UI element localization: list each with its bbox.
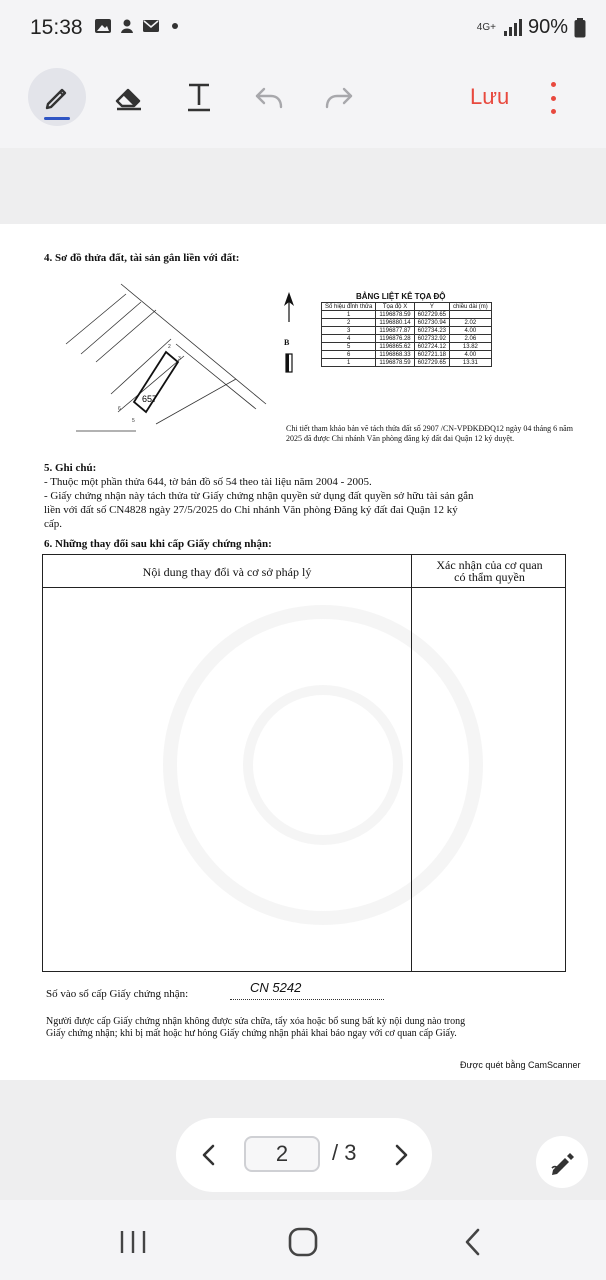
previous-page-button[interactable] <box>194 1140 224 1170</box>
warning-text <box>46 1016 566 1040</box>
section6-title: 6. Những thay đổi sau khi cấp Giấy chứng nhận: <box>44 538 272 550</box>
section4-title: 4. Sơ đồ thửa đất, tài sản gắn liền với đất: <box>44 252 240 264</box>
svg-text:3: 3 <box>178 356 181 362</box>
redo-icon <box>323 83 355 111</box>
coord-header-len: chiều dài (m) <box>450 303 492 311</box>
coord-header-id: Số hiệu đỉnh thửa <box>322 303 376 311</box>
table-row <box>322 359 492 367</box>
mail-icon <box>142 18 160 34</box>
table-divider <box>43 587 565 588</box>
note-line: - Giấy chứng nhận này tách thửa từ Giấy chứng nhận quyền sử dụng đất quyền sở hữu tài sản gắn <box>44 490 474 502</box>
system-navigation-bar <box>0 1200 606 1280</box>
coord-x: 1196878.59 <box>376 359 414 367</box>
page-navigator <box>176 1118 432 1192</box>
recent-apps-icon <box>118 1229 148 1255</box>
network-type: 4G+ <box>476 21 496 33</box>
note-line: - Thuộc một phần thửa 644, tờ bản đồ số 54 theo tài liệu năm 2004 - 2005. <box>44 476 372 488</box>
recent-apps-button[interactable] <box>113 1222 153 1262</box>
active-tool-indicator <box>44 117 70 120</box>
dot-icon <box>166 18 184 34</box>
north-arrow-icon <box>282 292 296 374</box>
cert-number-label: Số vào sổ cấp Giấy chứng nhận: <box>46 988 189 1000</box>
table-row <box>322 327 492 335</box>
page-number-input[interactable]: 2 <box>244 1136 320 1172</box>
signature-icon <box>548 1148 576 1176</box>
back-button[interactable] <box>453 1222 493 1262</box>
coord-header-y: Y <box>414 303 449 311</box>
coord-len: 4.00 <box>450 351 492 359</box>
table-row <box>322 311 492 319</box>
document-page[interactable] <box>0 224 606 1080</box>
svg-text:2: 2 <box>168 344 171 350</box>
signal-icon <box>502 19 522 37</box>
chevron-right-icon <box>386 1140 416 1170</box>
coord-table-title: BẢNG LIỆT KÊ TỌA ĐỘ <box>356 292 446 301</box>
text-icon <box>184 81 214 113</box>
table-row <box>322 319 492 327</box>
table-row <box>322 343 492 351</box>
status-time: 15:38 <box>30 16 83 39</box>
coord-y: 602732.92 <box>414 335 449 343</box>
undo-icon <box>253 83 285 111</box>
status-bar <box>0 0 606 56</box>
app-icon <box>118 18 136 34</box>
scanner-watermark: Được quét bằng CamScanner <box>460 1060 581 1070</box>
status-notification-icons <box>94 18 184 34</box>
gallery-icon <box>94 18 112 34</box>
north-label: B <box>284 338 290 347</box>
coord-y: 602730.94 <box>414 319 449 327</box>
changes-col-header: Nội dung thay đổi và cơ sở pháp lý <box>142 565 312 579</box>
home-icon <box>287 1226 319 1258</box>
back-icon <box>460 1227 486 1257</box>
table-divider <box>411 555 412 971</box>
coord-id: 2 <box>322 319 376 327</box>
coord-y: 602734.23 <box>414 327 449 335</box>
svg-text:5: 5 <box>132 418 135 424</box>
more-dot <box>551 109 556 114</box>
page-total: / 3 <box>332 1140 357 1165</box>
status-right-group <box>477 16 586 39</box>
confirmation-header-line: có thẩm quyền <box>454 570 525 584</box>
changes-table <box>42 554 566 972</box>
cert-number-value: CN 5242 <box>250 980 302 995</box>
note-line: cấp. <box>44 518 63 530</box>
more-dot <box>551 96 556 101</box>
battery-icon <box>574 18 586 38</box>
coord-y: 602729.65 <box>414 311 449 319</box>
pen-tool-button[interactable] <box>28 68 86 126</box>
coord-id: 5 <box>322 343 376 351</box>
sign-document-button[interactable] <box>536 1136 588 1188</box>
chevron-left-icon <box>194 1140 224 1170</box>
confirmation-col-header <box>412 559 567 583</box>
watermark-emblem-inner <box>243 685 403 845</box>
warning-line: Người được cấp Giấy chứng nhận không được sửa chữa, tẩy xóa hoặc bổ sung bất kỳ nội dung nào trong <box>46 1016 466 1027</box>
coord-y: 602729.65 <box>414 359 449 367</box>
coord-x: 1196878.59 <box>376 311 414 319</box>
table-row <box>322 335 492 343</box>
eraser-tool-button[interactable] <box>100 68 158 126</box>
section5-title: 5. Ghi chú: <box>44 462 97 474</box>
coord-note: Chi tiết tham khảo bản vẽ tách thửa đất số 2907 /CN-VPĐKĐĐQ12 ngày 04 tháng 6 năm 2025 đã được Chi nhánh Văn phòng đăng ký đất đai Quận 12 ký duyệt. <box>286 424 573 443</box>
coord-len: 13.31 <box>450 359 492 367</box>
coord-y: 602724.12 <box>414 343 449 351</box>
parcel-number: 657 <box>142 394 158 404</box>
coord-len <box>450 311 492 319</box>
coord-id: 1 <box>322 359 376 367</box>
coord-id: 3 <box>322 327 376 335</box>
pen-icon <box>42 82 72 112</box>
coord-len: 4.00 <box>450 327 492 335</box>
text-tool-button[interactable] <box>170 68 228 126</box>
svg-text:6: 6 <box>118 406 121 412</box>
coord-x: 1196877.87 <box>376 327 414 335</box>
next-page-button[interactable] <box>386 1140 416 1170</box>
note-line: liền với đất số CN4828 ngày 27/5/2025 do Chi nhánh Văn phòng Đăng ký đất đai Quận 12 ký <box>44 504 458 516</box>
coord-id: 1 <box>322 311 376 319</box>
coord-x: 1196868.33 <box>376 351 414 359</box>
coord-header-x: Tọa độ X <box>376 303 414 311</box>
coord-x: 1196865.62 <box>376 343 414 351</box>
coord-len: 2.06 <box>450 335 492 343</box>
battery-level: 90% <box>527 16 568 38</box>
parcel-diagram <box>56 274 276 444</box>
warning-line: Giấy chứng nhận; khi bị mất hoặc hư hỏng Giấy chứng nhận phải khai báo ngay với cơ quan cấp Giấy. <box>46 1028 457 1039</box>
coord-y: 602721.18 <box>414 351 449 359</box>
coord-id: 4 <box>322 335 376 343</box>
coord-x: 1196876.28 <box>376 335 414 343</box>
redo-button[interactable] <box>310 68 368 126</box>
eraser-icon <box>113 82 145 112</box>
undo-button[interactable] <box>240 68 298 126</box>
coord-len: 13.82 <box>450 343 492 351</box>
save-button[interactable]: Lưu <box>470 84 510 109</box>
coord-len: 2.02 <box>450 319 492 327</box>
more-dot <box>551 82 556 87</box>
home-button[interactable] <box>283 1222 323 1262</box>
editor-toolbar <box>0 56 606 148</box>
coord-table <box>321 302 492 367</box>
coord-id: 6 <box>322 351 376 359</box>
coord-x: 1196880.14 <box>376 319 414 327</box>
confirmation-header-line: Xác nhận của cơ quan <box>436 558 543 572</box>
table-row <box>322 351 492 359</box>
more-options-button[interactable] <box>538 78 568 118</box>
